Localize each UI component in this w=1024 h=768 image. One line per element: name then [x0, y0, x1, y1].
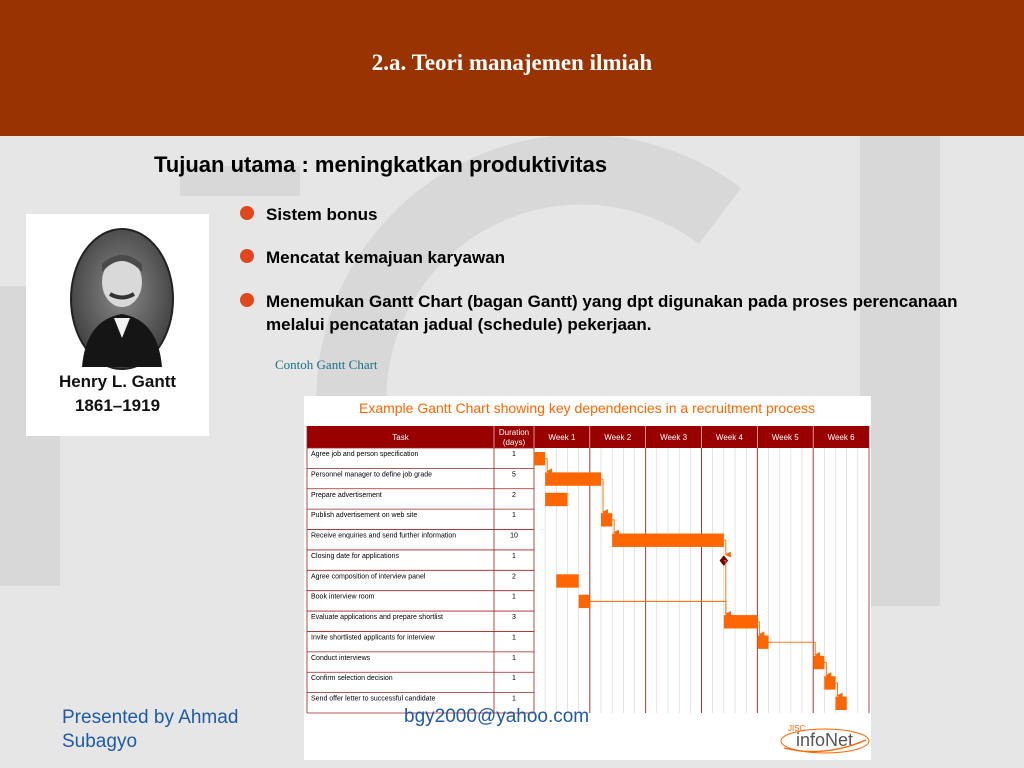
- portrait-card: [26, 214, 209, 436]
- task-name: Publish advertisement on web site: [311, 512, 418, 520]
- dependency-arrow: [836, 683, 838, 696]
- bullet-text: Mencatat kemajuan karyawan: [266, 248, 506, 267]
- task-name: Invite shortlisted applicants for interview: [311, 634, 435, 642]
- chart-title: Example Gantt Chart showing key dependencies in a recruitment process: [358, 400, 816, 416]
- slide-title: 2.a. Teori manajemen ilmiah: [371, 50, 653, 75]
- dependency-arrow: [724, 561, 726, 614]
- task-bar: [836, 697, 847, 710]
- task-bar: [813, 656, 824, 669]
- task-duration: 1: [512, 593, 516, 601]
- bullet-item: [240, 203, 377, 226]
- bullet-dot: [240, 249, 254, 263]
- week-label: Week 5: [771, 433, 799, 442]
- task-bar: [824, 676, 835, 689]
- chart-caption: Contoh Gantt Chart: [275, 357, 378, 372]
- bullet-dot: [240, 206, 254, 220]
- dependency-arrow: [590, 601, 726, 614]
- task-bar: [534, 452, 545, 465]
- week-label: Week 3: [660, 433, 688, 442]
- task-bar: [612, 534, 724, 547]
- task-duration: 1: [512, 451, 516, 458]
- logo-org-text: JISC: [788, 724, 806, 733]
- week-label: Week 6: [827, 433, 855, 442]
- duration-column-header: Duration: [498, 428, 530, 437]
- task-bar: [545, 493, 567, 506]
- task-duration: 1: [512, 695, 516, 703]
- week-label: Week 2: [604, 433, 632, 442]
- week-label: Week 4: [715, 433, 743, 442]
- task-duration: 3: [512, 614, 516, 622]
- week-label: Week 1: [548, 433, 576, 442]
- dependency-arrow: [824, 663, 826, 676]
- task-duration: 1: [512, 654, 516, 662]
- bullet-text: Sistem bonus: [266, 205, 378, 224]
- portrait-years: 1861–1919: [74, 396, 161, 415]
- portrait-photo: [26, 222, 209, 377]
- task-name: Prepare advertisement: [311, 491, 382, 499]
- task-name: Agree composition of interview panel: [311, 573, 426, 581]
- task-name: Personnel manager to define job grade: [311, 471, 433, 479]
- bullet-item: [240, 290, 970, 336]
- task-name: Confirm selection decision: [311, 675, 393, 683]
- contact-email: bgy2000@yahoo.com: [404, 706, 590, 727]
- task-bar: [556, 574, 578, 587]
- logo-name-text: infoNet: [796, 730, 854, 750]
- dependency-arrow: [724, 540, 726, 554]
- slide-subtitle: Tujuan utama : meningkatkan produktivitas: [154, 152, 608, 177]
- bullet-text: Menemukan Gantt Chart (bagan Gantt) yang dpt digunakan pada proses perencanaan melalui pencatatan jadual (schedule) pekerjaan.: [266, 292, 958, 334]
- task-duration: 2: [512, 491, 516, 499]
- task-bar: [757, 635, 768, 648]
- task-name: Send offer letter to successful candidate: [311, 695, 436, 703]
- task-duration: 5: [512, 471, 516, 479]
- task-name: Book interview room: [311, 593, 375, 601]
- bullet-dot: [240, 293, 254, 307]
- duration-column-header-unit: (days): [502, 438, 526, 447]
- task-bar: [545, 472, 601, 485]
- task-name: Agree job and person specification: [311, 451, 419, 458]
- dependency-arrow: [612, 520, 614, 533]
- presenter-credit: Presented by Ahmad Subagyo: [62, 707, 239, 752]
- task-name: Conduct interviews: [311, 654, 371, 662]
- task-bar: [579, 595, 590, 608]
- dependency-arrow: [601, 479, 603, 512]
- dependency-arrow: [545, 459, 547, 472]
- task-duration: 1: [512, 675, 516, 683]
- task-duration: 1: [512, 512, 516, 520]
- task-bar: [724, 615, 758, 628]
- task-name: Evaluate applications and prepare shortlist: [311, 614, 443, 622]
- task-duration: 1: [512, 552, 516, 560]
- task-duration: 2: [512, 573, 516, 581]
- task-duration: 1: [512, 634, 516, 642]
- task-name: Receive enquiries and send further information: [311, 532, 457, 540]
- task-column-header: Task: [392, 433, 409, 442]
- task-duration: 10: [510, 532, 518, 540]
- task-bar: [601, 513, 612, 526]
- portrait-name: Henry L. Gantt: [58, 372, 177, 391]
- dependency-arrow: [769, 642, 816, 655]
- task-name: Closing date for applications: [311, 552, 399, 560]
- bullet-item: [240, 246, 505, 269]
